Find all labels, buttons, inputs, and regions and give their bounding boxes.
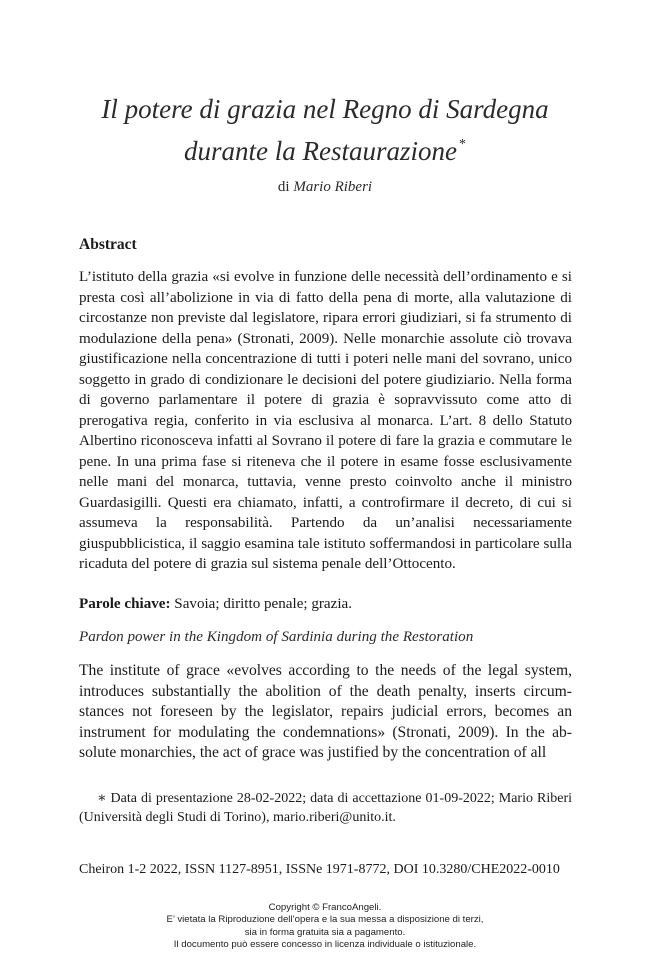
copyright-line-3: sia in forma gratuita sia a pagamento. (244, 926, 406, 938)
author-byline (0, 177, 650, 197)
title-line-2: durante la Restaurazione (184, 136, 457, 166)
keywords-list: Savoia; diritto penale; grazia. (174, 596, 353, 612)
author-name: Mario Riberi (293, 179, 373, 195)
title-footnote-marker: * (458, 137, 466, 152)
abstract-heading: Abstract (79, 236, 137, 253)
abstract-english: The institute of grace «evolves according to the needs of the legal system, introduces substantially the abolition of the death penalty, inserts circumstances not foreseen by the legislator, repairs judicial errors, becomes an instrument for modulating the condemnations» (Stronati, 2009). In the absolute monarchies, the act of grace was justified by the concentration of all (79, 662, 572, 761)
copyright-line-2: E’ vietata la Riproduzione dell’opera e la sua messa a disposizione di terzi, (166, 914, 484, 926)
keywords (79, 594, 572, 615)
journal-citation: Cheiron 1-2 2022, ISSN 1127-8951, ISSNe 1971-8772, DOI 10.3280/CHE2022-0010 (79, 862, 560, 877)
footnote-marker: ∗ (97, 791, 107, 806)
copyright-notice (0, 902, 650, 951)
copyright-line-4: Il documento può essere concesso in licenza individuale o istituzionale. (173, 938, 477, 950)
english-title: Pardon power in the Kingdom of Sardinia during the Restoration (79, 629, 474, 645)
abstract-italian: L’istituto della grazia «si evolve in funzione delle necessità dell’ordinamento e si presta così all’abolizione in via di fatto della pena di morte, alla valutazione di circostanze non previste dal legislatore, ripara errori giudiziari, si fa strumento di modulazione della pena» (Stronati, 2009). Nelle monarchie assolute ciò trovava giustificazione nella concentrazione di tutti i poteri nelle mani del sovrano, unico soggetto in grado di condizionare le decisioni del potere giudiziario. Nella forma di governo parlamentare il potere di grazia è sopravvissuto come atto di prerogativa regia, conferito in via esclusiva al monarca. L’art. 8 dello Statuto Albertino riconosceva infatti al Sovrano il potere di fare la grazia e commutare le pene. In una prima fase si riteneva che il potere in esame fosse esclusivamente nelle mani del monarca, tuttavia, venne presto coinvolto anche il ministro Guardasigilli. Questi era chiamato, infatti, a controfirmare il decreto, di cui si assumeva la responsabilità. Partendo da un’analisi necessariamente giuspubblicistica, il saggio esamina tale istituto soffermandosi in particolare sulla ricaduta del potere di grazia sul sistema penale dell’Ottocento. (79, 269, 572, 572)
article-title (60, 92, 590, 169)
copyright-line-1: Copyright © FrancoAngeli. (268, 902, 382, 913)
footnote-text: Data di presentazione 28-02-2022; data di accettazione 01-09-2022; Mario Riberi (Università degli Studi di Torino), mario.riberi@unito.it. (79, 791, 572, 825)
byline-prefix: di (277, 179, 290, 195)
title-line-1: Il potere di grazia nel Regno di Sardegna (101, 94, 549, 124)
keywords-label: Parole chiave: (79, 596, 171, 612)
footnote (79, 789, 572, 827)
